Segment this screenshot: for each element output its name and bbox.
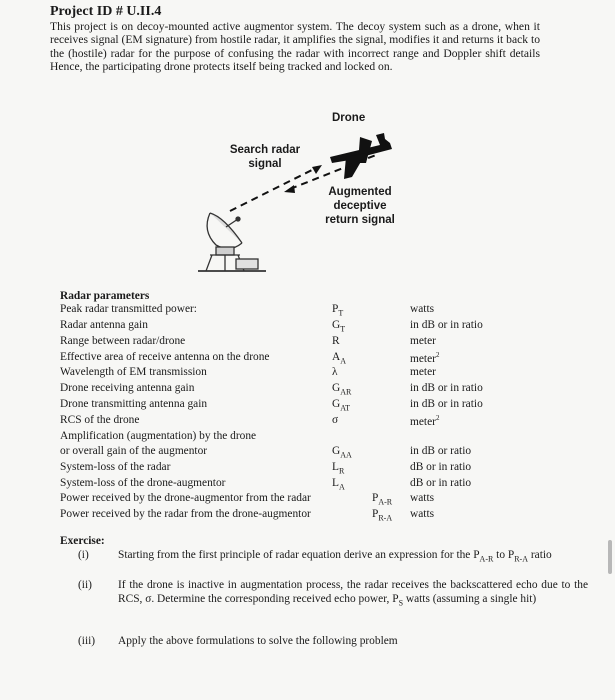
parameter-symbol: $L_A$	[332, 477, 345, 492]
parameter-symbol: $G_{AT}$	[332, 398, 351, 413]
search-signal-arrow	[230, 167, 318, 211]
parameter-name: Peak radar transmitted power:	[60, 303, 197, 315]
scrollbar[interactable]	[608, 540, 612, 574]
parameter-symbol: R	[332, 335, 340, 347]
parameter-name: Wavelength of EM transmission	[60, 366, 207, 378]
parameter-name: Amplification (augmentation) by the drone	[60, 430, 257, 442]
exercise-item: Starting from the first principle of radar equation derive an expression for the $P_{A-R}$ to $P_{R-A}$ ratio	[118, 549, 552, 564]
parameter-unit: in dB or ratio	[410, 445, 472, 457]
project-title: Project ID # U.II.4	[50, 4, 162, 19]
augmented-label-1: Augmented	[328, 186, 392, 198]
parameter-name: Power received by the drone-augmentor from the radar	[60, 492, 311, 504]
parameter-unit: in dB or in ratio	[410, 319, 483, 331]
radar-drone-diagram	[180, 105, 440, 285]
parameter-unit: meter$^2$	[410, 351, 440, 365]
parameter-symbol: $G_{AR}$	[332, 382, 352, 397]
parameter-name: Drone transmitting antenna gain	[60, 398, 208, 410]
parameter-unit: dB or in ratio	[410, 461, 472, 473]
parameter-symbol: $P_{A-R}$	[372, 492, 393, 507]
exercise-item: If the drone is inactive in augmentation process, the radar receives the backscattered echo due to the RCS, σ. Determine the corresponding received echo power, $P_S$ watts (assuming a single hit)	[118, 579, 588, 607]
parameter-name: or overall gain of the augmentor	[60, 445, 208, 457]
parameters-heading: Radar parameters	[60, 290, 150, 302]
radar-icon	[198, 213, 266, 271]
parameter-unit: in dB or in ratio	[410, 398, 483, 410]
drone-icon	[330, 133, 392, 179]
parameter-name: Range between radar/drone	[60, 335, 186, 347]
exercise-item: Apply the above formulations to solve the following problem	[118, 635, 398, 647]
parameter-symbol: $P_T$	[332, 303, 344, 318]
drone-label: Drone	[332, 112, 366, 124]
parameter-symbol: $L_R$	[332, 461, 345, 476]
parameter-unit: watts	[410, 303, 435, 315]
exercise-heading: Exercise:	[60, 535, 105, 547]
radar-parameters	[60, 290, 483, 523]
parameter-unit: watts	[410, 492, 435, 504]
augmented-label-2: deceptive	[333, 200, 387, 212]
exercise-number: (iii)	[78, 635, 96, 647]
parameter-unit: watts	[410, 508, 435, 520]
parameter-name: Radar antenna gain	[60, 319, 148, 331]
parameter-symbol: $G_T$	[332, 319, 346, 334]
parameter-unit: in dB or in ratio	[410, 382, 483, 394]
parameter-name: System-loss of the radar	[60, 461, 171, 473]
parameter-name: Effective area of receive antenna on the drone	[60, 351, 270, 363]
exercise-number: (ii)	[78, 579, 92, 591]
parameter-symbol: $P_{R-A}$	[372, 508, 393, 523]
exercise-section	[60, 535, 588, 647]
search-signal-label-1: Search radar	[229, 144, 301, 156]
search-signal-label-2: signal	[248, 158, 282, 170]
exercise-number: (i)	[78, 549, 89, 561]
parameter-unit: dB or in ratio	[410, 477, 472, 489]
parameter-symbol: $G_{AA}$	[332, 445, 352, 460]
augmented-label-3: return signal	[325, 214, 395, 226]
parameter-unit: meter$^2$	[410, 414, 440, 428]
parameter-unit: meter	[410, 335, 436, 347]
parameter-name: System-loss of the drone-augmentor	[60, 477, 226, 489]
parameter-name: RCS of the drone	[60, 414, 140, 426]
parameter-symbol: $A_A$	[332, 351, 347, 366]
parameter-unit: meter	[410, 366, 436, 378]
intro-paragraph: This project is on decoy-mounted active augmentor system. The decoy system such as a drone, when it receives signal (EM signature) from hostile radar, it amplifies the signal, modifies it and returns it back to the (hostile) radar for the purpose of confusing the radar with incorrect range and Doppler shift details Hence, the participating drone protects itself being tracked and locked on.	[50, 20, 540, 74]
parameter-symbol: λ	[332, 366, 338, 378]
parameter-name: Power received by the radar from the drone-augmentor	[60, 508, 311, 520]
parameter-name: Drone receiving antenna gain	[60, 382, 195, 394]
parameter-symbol: σ	[332, 414, 339, 426]
